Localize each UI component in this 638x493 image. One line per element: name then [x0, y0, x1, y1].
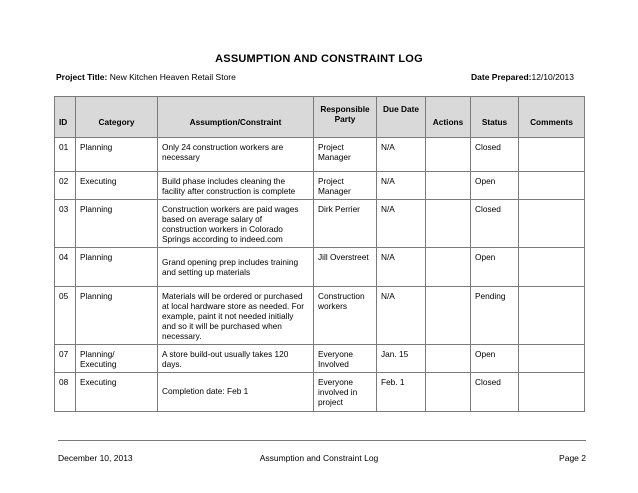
cell-comments	[519, 172, 585, 200]
cell-assumption: A store build-out usually takes 120 days.	[158, 345, 314, 373]
cell-actions	[426, 200, 471, 248]
cell-party: Everyone involved in project	[314, 373, 377, 412]
cell-status: Open	[471, 172, 519, 200]
cell-comments	[519, 345, 585, 373]
cell-comments	[519, 200, 585, 248]
footer-divider	[58, 440, 586, 441]
footer-date: December 10, 2013	[58, 453, 133, 463]
cell-category: Planning/ Executing	[76, 345, 158, 373]
cell-id: 04	[55, 248, 76, 287]
table-row	[55, 138, 585, 172]
cell-due: N/A	[377, 248, 426, 287]
table-row	[55, 248, 585, 287]
cell-status: Pending	[471, 287, 519, 345]
cell-party: Project Manager	[314, 172, 377, 200]
cell-assumption: Build phase includes cleaning the facility after construction is complete	[158, 172, 314, 200]
table-row	[55, 287, 585, 345]
assumption-log-table	[54, 96, 585, 412]
cell-due: N/A	[377, 138, 426, 172]
cell-status: Closed	[471, 200, 519, 248]
cell-assumption: Materials will be ordered or purchased at local hardware store as needed. For example, paint it not needed initially and so it will be purchased when necessary.	[158, 287, 314, 345]
footer-page-number: Page 2	[559, 453, 586, 463]
col-header-due-date: Due Date	[377, 97, 426, 138]
footer-document-name: Assumption and Constraint Log	[259, 453, 379, 463]
cell-assumption: Grand opening prep includes training and setting up materials	[158, 248, 314, 287]
col-header-category: Category	[76, 97, 158, 138]
cell-actions	[426, 248, 471, 287]
cell-party: Project Manager	[314, 138, 377, 172]
cell-assumption: Only 24 construction workers are necessary	[158, 138, 314, 172]
cell-actions	[426, 172, 471, 200]
cell-actions	[426, 345, 471, 373]
cell-comments	[519, 138, 585, 172]
col-header-actions: Actions	[426, 97, 471, 138]
cell-due: Jan. 15	[377, 345, 426, 373]
cell-status: Open	[471, 345, 519, 373]
table-row	[55, 345, 585, 373]
table-row	[55, 172, 585, 200]
cell-status: Closed	[471, 138, 519, 172]
cell-category: Executing	[76, 373, 158, 412]
cell-category: Planning	[76, 200, 158, 248]
cell-comments	[519, 248, 585, 287]
col-header-comments: Comments	[519, 97, 585, 138]
cell-category: Executing	[76, 172, 158, 200]
table-header-row	[55, 97, 585, 138]
cell-party: Dirk Perrier	[314, 200, 377, 248]
cell-actions	[426, 138, 471, 172]
date-prepared	[471, 72, 574, 82]
cell-status: Closed	[471, 373, 519, 412]
cell-id: 03	[55, 200, 76, 248]
cell-id: 07	[55, 345, 76, 373]
cell-party: Everyone Involved	[314, 345, 377, 373]
cell-actions	[426, 373, 471, 412]
cell-assumption: Completion date: Feb 1	[158, 373, 314, 412]
cell-due: N/A	[377, 200, 426, 248]
cell-assumption: Construction workers are paid wages based on average salary of construction workers in Colorado Springs according to indeed.com	[158, 200, 314, 248]
cell-category: Planning	[76, 248, 158, 287]
cell-id: 01	[55, 138, 76, 172]
cell-id: 05	[55, 287, 76, 345]
date-prepared-label: Date Prepared:	[471, 72, 532, 82]
cell-party: Jill Overstreet	[314, 248, 377, 287]
table-row	[55, 373, 585, 412]
cell-category: Planning	[76, 138, 158, 172]
col-header-assumption: Assumption/Constraint	[158, 97, 314, 138]
cell-actions	[426, 287, 471, 345]
cell-due: N/A	[377, 172, 426, 200]
cell-id: 02	[55, 172, 76, 200]
document-title: ASSUMPTION AND CONSTRAINT LOG	[215, 53, 423, 65]
cell-category: Planning	[76, 287, 158, 345]
table-row	[55, 200, 585, 248]
cell-id: 08	[55, 373, 76, 412]
cell-party: Construction workers	[314, 287, 377, 345]
date-prepared-value: 12/10/2013	[531, 72, 575, 82]
cell-due: N/A	[377, 287, 426, 345]
col-header-id: ID	[55, 97, 76, 138]
project-title	[56, 72, 236, 82]
col-header-status: Status	[471, 97, 519, 138]
col-header-responsible-party: Responsible Party	[314, 97, 377, 138]
cell-comments	[519, 373, 585, 412]
cell-comments	[519, 287, 585, 345]
cell-status: Open	[471, 248, 519, 287]
project-title-value: New Kitchen Heaven Retail Store	[109, 72, 236, 82]
cell-due: Feb. 1	[377, 373, 426, 412]
project-title-label: Project Title:	[56, 72, 108, 82]
